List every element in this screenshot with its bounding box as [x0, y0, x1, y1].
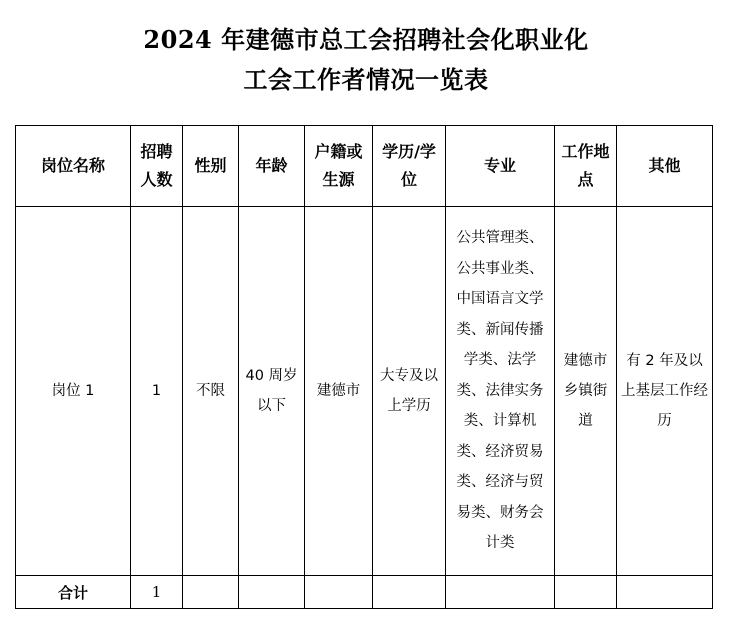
cell-empty [617, 576, 713, 609]
cell-major: 公共管理类、公共事业类、中国语言文学类、新闻传播学类、法学类、法律实务类、计算机类、经济贸易类、经济与贸易类、财务会计类 [446, 207, 555, 576]
cell-empty [305, 576, 373, 609]
header-location: 工作地点 [555, 126, 617, 207]
recruitment-table [15, 125, 713, 609]
cell-empty [183, 576, 239, 609]
header-position-name: 岗位名称 [16, 126, 131, 207]
table-header-row [16, 126, 713, 207]
cell-household: 建德市 [305, 207, 373, 576]
cell-empty [373, 576, 446, 609]
cell-education: 大专及以上学历 [373, 207, 446, 576]
cell-headcount: 1 [131, 207, 183, 576]
cell-empty [239, 576, 305, 609]
header-gender: 性别 [183, 126, 239, 207]
cell-gender: 不限 [183, 207, 239, 576]
header-education: 学历/学位 [373, 126, 446, 207]
page-title-line-2: 工会工作者情况一览表 [243, 65, 489, 94]
header-major: 专业 [446, 126, 555, 207]
cell-location: 建德市乡镇街道 [555, 207, 617, 576]
page-title-line-1: 2024 年建德市总工会招聘社会化职业化 [143, 25, 589, 54]
cell-empty [555, 576, 617, 609]
header-other: 其他 [617, 126, 713, 207]
header-headcount: 招聘人数 [131, 126, 183, 207]
cell-total-headcount: 1 [131, 576, 183, 609]
cell-position-name: 岗位 1 [16, 207, 131, 576]
header-household: 户籍或生源 [305, 126, 373, 207]
cell-empty [446, 576, 555, 609]
cell-age: 40 周岁以下 [239, 207, 305, 576]
cell-total-label: 合计 [16, 576, 131, 609]
header-age: 年龄 [239, 126, 305, 207]
table-row [16, 207, 713, 576]
cell-other: 有 2 年及以上基层工作经历 [617, 207, 713, 576]
table-total-row [16, 576, 713, 609]
